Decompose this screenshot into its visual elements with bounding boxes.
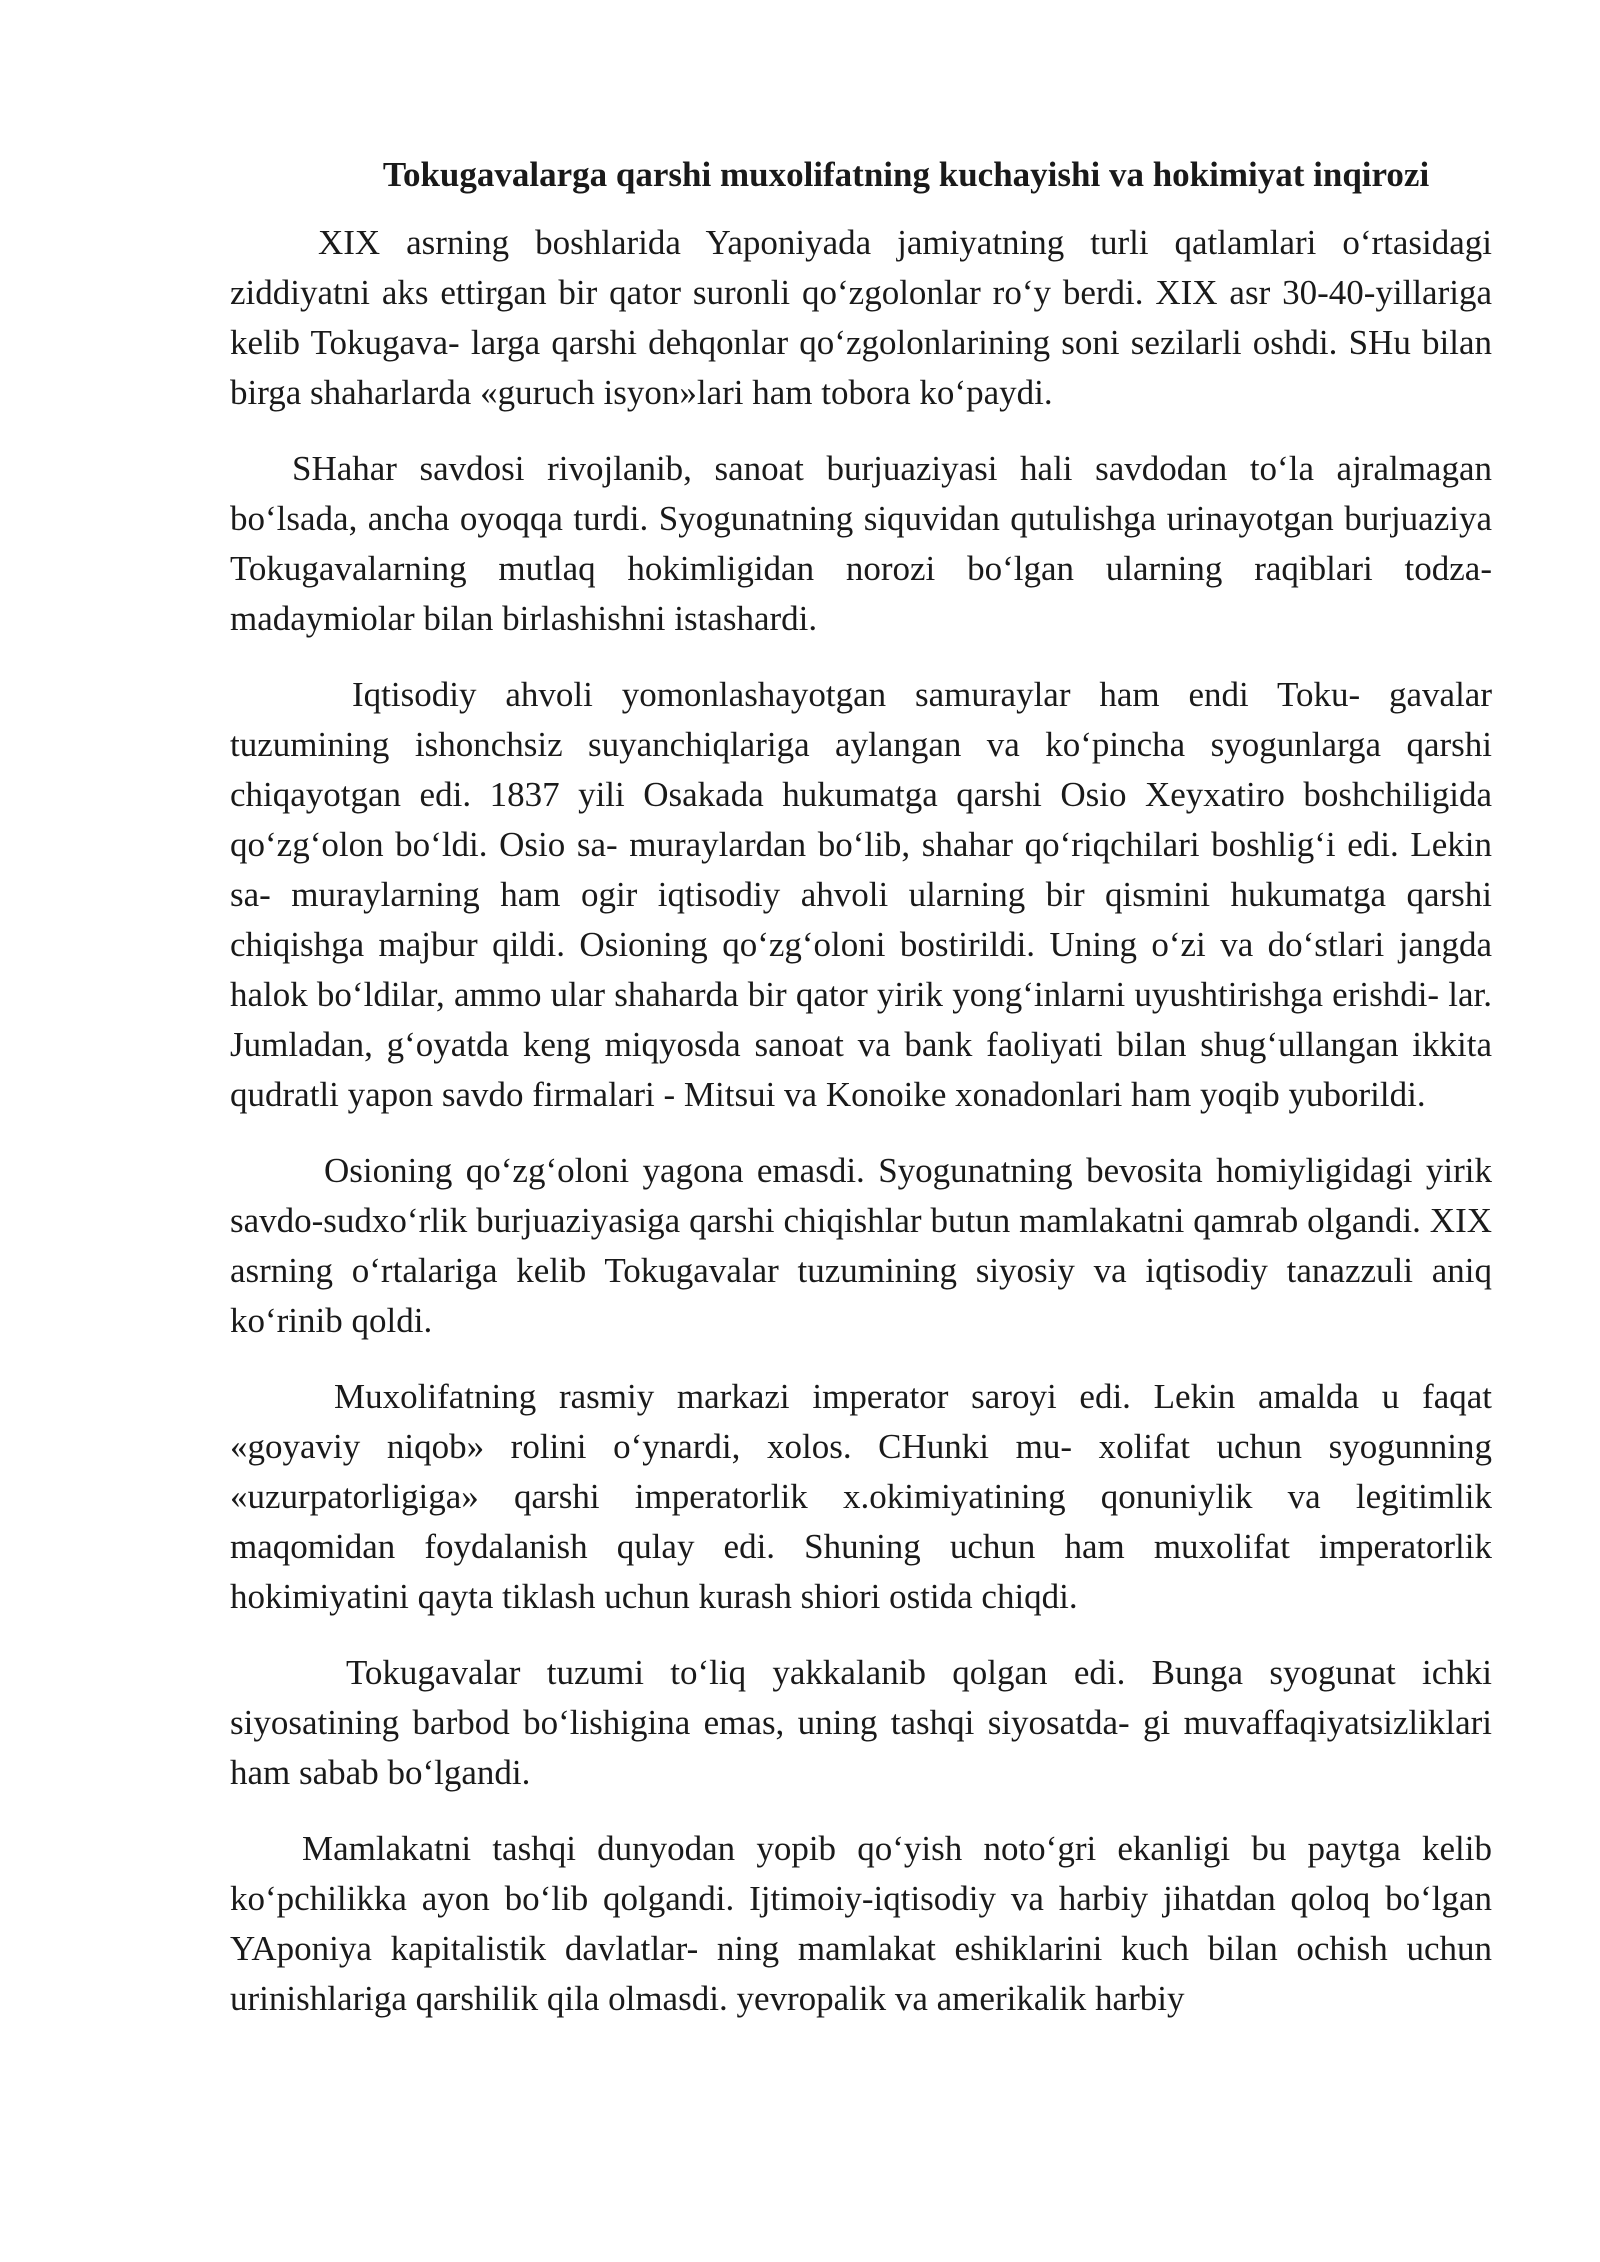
document-body bbox=[230, 150, 1492, 2050]
paragraph-1: XIX asrning boshlarida Yaponiyada jamiyatning turli qatlamlari oʻrtasidagi ziddiyatni aks ettirgan bir qator suronli qoʻzgolonlar roʻy berdi. XIX asr 30-40-yillariga kelib Tokugava- larga qarshi dehqonlar qoʻzgolonlarining soni sezilarli oshdi. SHu bilan birga shaharlarda «guruch isyon»lari ham tobora koʻpaydi. bbox=[230, 223, 1492, 412]
paragraph-7: Mamlakatni tashqi dunyodan yopib qoʻyish notoʻgri ekanligi bu paytga kelib koʻpchilikka ayon boʻlib qolgandi. Ijtimoiy-iqtisodiy va harbiy jihatdan qoloq boʻlgan YAponiya kapitalistik davlatlar- ning mamlakat eshiklarini kuch bilan ochish uchun urinishlariga qarshilik qila olmasdi. yevropalik va amerikalik harbiy bbox=[230, 1829, 1492, 2018]
paragraph-6: Tokugavalar tuzumi toʻliq yakkalanib qolgan edi. Bunga syogunat ichki siyosatining barbod boʻlishigina emas, uning tashqi siyosatda- gi muvaffaqiyatsizliklari ham sabab boʻlgandi. bbox=[230, 1653, 1492, 1792]
paragraph-3: Iqtisodiy ahvoli yomonlashayotgan samuraylar ham endi Toku- gavalar tuzumining ishonchsiz suyanchiqlariga aylangan va koʻpincha syogunlarga qarshi chiqayotgan edi. 1837 yili Osakada hukumatga qarshi Osio Xeyxatiro boshchiligida qoʻzgʻolon boʻldi. Osio sa- muraylardan boʻlib, shahar qoʻriqchilari boshligʻi edi. Lekin sa- muraylarning ham ogir iqtisodiy ahvoli ularning bir qismini hukumatga qarshi chiqishga majbur qildi. Osioning qoʻzgʻoloni bostirildi. Uning oʻzi va doʻstlari jangda halok boʻldilar, ammo ular shaharda bir qator yirik yongʻinlarni uyushtirishga erishdi- lar. Jumladan, gʻoyatda keng miqyosda sanoat va bank faoliyati bilan shugʻullangan ikkita qudratli yapon savdo firmalari - Mitsui va Konoike xonadonlari ham yoqib yuborildi. bbox=[230, 675, 1492, 1114]
document-title: Tokugavalarga qarshi muxolifatning kuchayishi va hokimiyat inqirozi bbox=[382, 155, 1430, 194]
paragraph-2: SHahar savdosi rivojlanib, sanoat burjuaziyasi hali savdodan toʻla ajralmagan boʻlsada, ancha oyoqqa turdi. Syogunatning siquvidan qutulishga urinayotgan burjuaziya Tokugavalarning mutlaq hokimligidan norozi boʻlgan ularning raqiblari todza- madaymiolar bilan birlashishni istashardi. bbox=[230, 449, 1492, 638]
paragraph-4: Osioning qoʻzgʻoloni yagona emasdi. Syogunatning bevosita homiyligidagi yirik savdo-sudxoʻrlik burjuaziyasiga qarshi chiqishlar butun mamlakatni qamrab olgandi. XIX asrning oʻrtalariga kelib Tokugavalar tuzumining siyosiy va iqtisodiy tanazzuli aniq koʻrinib qoldi. bbox=[230, 1151, 1492, 1340]
paragraph-5: Muxolifatning rasmiy markazi imperator saroyi edi. Lekin amalda u faqat «goyaviy niqob» rolini oʻynardi, xolos. CHunki mu- xolifat uchun syogunning «uzurpatorligiga» qarshi imperatorlik x.okimiyatining qonuniylik va legitimlik maqomidan foydalanish qulay edi. Shuning uchun ham muxolifat imperatorlik hokimiyatini qayta tiklash uchun kurash shiori ostida chiqdi. bbox=[230, 1377, 1492, 1616]
